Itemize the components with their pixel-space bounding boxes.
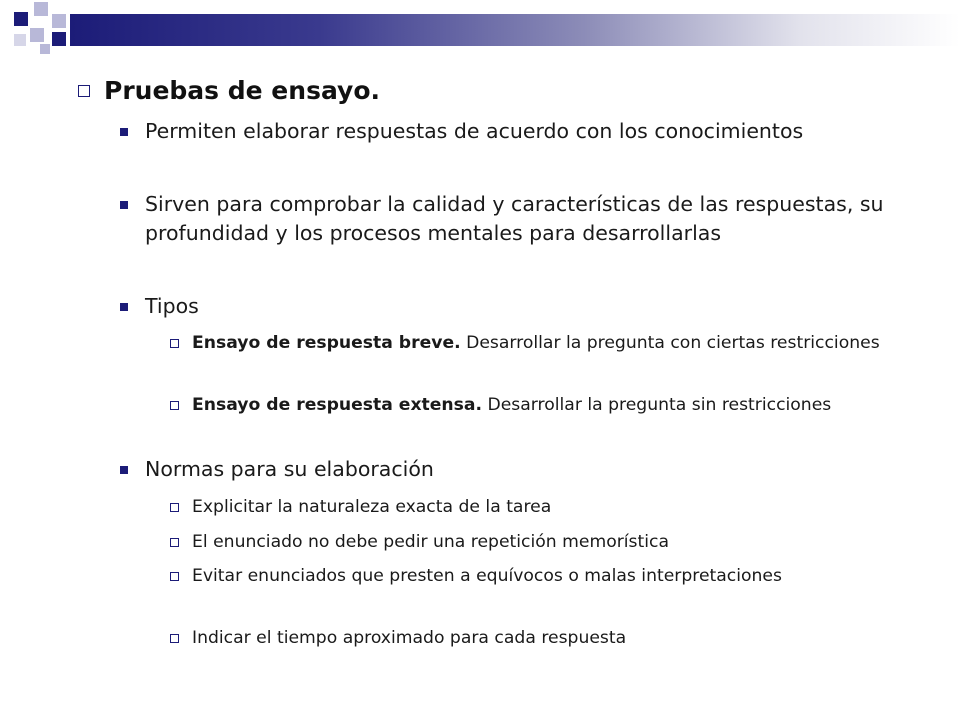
slide-title: Pruebas de ensayo. [104, 76, 381, 105]
sub-bullet-text: Evitar enunciados que presten a equívocos o malas interpretaciones [192, 566, 782, 586]
hollow-square-bullet-icon [170, 339, 179, 348]
square-bullet-icon [120, 128, 128, 136]
bullet-text: Normas para su elaboración [145, 457, 434, 481]
hollow-square-bullet-icon [170, 503, 179, 512]
hollow-square-bullet-icon [170, 634, 179, 643]
square-bullet-icon [120, 201, 128, 209]
sub-bullet-label: Ensayo de respuesta breve. [192, 333, 461, 353]
sub-bullet-label: Ensayo de respuesta extensa. [192, 395, 483, 415]
hollow-square-bullet-icon [170, 401, 179, 410]
sub-bullet-text: Desarrollar la pregunta sin restricciones [487, 395, 832, 415]
hollow-square-bullet-icon [170, 538, 179, 547]
square-bullet-icon [120, 303, 128, 311]
sub-bullet-text: Explicitar la naturaleza exacta de la tarea [192, 497, 552, 517]
bullet-text: Permiten elaborar respuestas de acuerdo con los conocimientos [145, 119, 804, 143]
bullet-text: Sirven para comprobar la calidad y características de las respuestas, su profundidad y los procesos mentales para desarrollarlas [145, 192, 884, 245]
sub-bullet-text: Desarrollar la pregunta con ciertas restricciones [466, 333, 880, 353]
sub-bullet-text: El enunciado no debe pedir una repetición memorística [192, 532, 670, 552]
hollow-square-bullet-icon [170, 572, 179, 581]
hollow-square-bullet-icon [78, 85, 90, 97]
sub-bullet-text: Indicar el tiempo aproximado para cada respuesta [192, 628, 627, 648]
bullet-text: Tipos [145, 294, 199, 318]
square-bullet-icon [120, 466, 128, 474]
